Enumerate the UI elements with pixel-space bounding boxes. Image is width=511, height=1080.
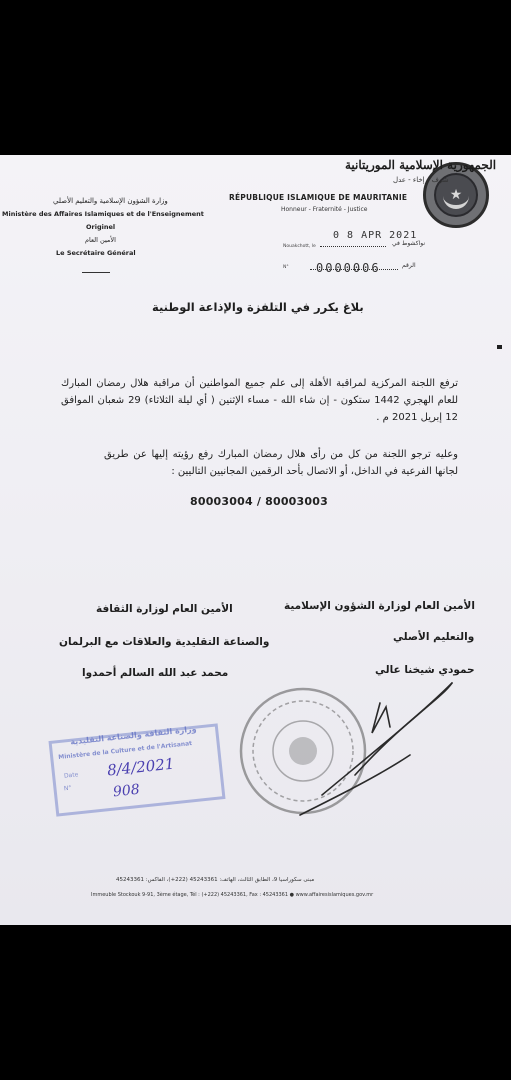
- footer-address-french: Immeuble Stockouk 9-91, 3ème étage, Tél : (+222) 45243361, Fax : 45243361 ● www.affairesislamiques.gov.mr: [91, 892, 374, 898]
- signature-icon: [300, 683, 452, 815]
- signatory-left-subtitle: والصناعة التقليدية والعلاقات مع البرلمان: [59, 636, 270, 648]
- republic-motto-arabic: شرف - إخاء - عدل: [393, 176, 449, 184]
- ministry-name-french: Ministère des Affaires Islamiques et de l'Enseignement: [2, 210, 204, 218]
- document-title: بلاغ يكرر في التلفزة والإذاعة الوطنية: [152, 300, 364, 314]
- number-label-arabic: الرقم: [402, 262, 416, 269]
- ministry-name-arabic: وزارة الشؤون الإسلامية والتعليم الأصلي: [53, 197, 168, 205]
- national-emblem-icon: ★: [423, 162, 489, 228]
- stamp-date-label: Date: [63, 771, 79, 780]
- stamp-ministry-arabic: وزارة الثقافة والصناعة التقليدية: [69, 724, 197, 747]
- footer-address-arabic: مبنى سكوراسيا 9، الطابق الثالث، الهاتف: 45243361 (222+)، الفاكس: 45243361: [116, 877, 315, 883]
- signatory-right-subtitle: والتعليم الأصلي: [393, 631, 475, 643]
- signatory-left-title: الأمين العام لوزارة الثقافة: [96, 603, 233, 615]
- republic-motto-french: Honneur - Fraternité - Justice: [281, 206, 368, 213]
- secretary-general-arabic: الأمين العام: [85, 236, 116, 244]
- stamp-handwritten-number: 908: [112, 781, 141, 801]
- republic-name-french: RÉPUBLIQUE ISLAMIQUE DE MAURITANIE: [229, 193, 408, 202]
- phone-numbers: 80003004 / 80003003: [190, 495, 328, 508]
- signatory-right-name: حمودي شيخنا عالي: [375, 664, 475, 676]
- signatory-left-name: محمد عبد الله السالم أحمدوا: [82, 667, 229, 679]
- republic-name-arabic: الجمهورية الإسلامية الموريتانية: [345, 158, 497, 172]
- original-label: Originel: [86, 223, 116, 231]
- date-stamp: 0 8 APR 2021: [333, 230, 418, 241]
- place-date-label-arabic: نواكشوط في: [392, 240, 426, 247]
- stamp-ministry-french: Ministère de la Culture et de l'Artisanat: [58, 739, 193, 762]
- stamp-number-label: N°: [63, 784, 72, 793]
- body-paragraph-1: ترفع اللجنة المركزية لمراقبة الأهلة إلى علم جميع المواطنين أن مراقبة هلال رمضان المبارك للعام الهجري 1442 ستكون - إن شاء الله - مساء الإثنين ( أي ليلة الثلاثاء) 29 شعبان الموافق 12 إبريل 2021 م .: [61, 378, 459, 423]
- body-paragraph-2: وعليه ترجو اللجنة من كل من رأى هلال رمضان المبارك رفع رؤيته إليها عن طريق لجانها الفرعية في الداخل، أو الاتصال بأحد الرقمين المجانيين التاليين :: [104, 449, 458, 477]
- number-label: N°: [283, 265, 289, 270]
- stamp-handwritten-date: 8/4/2021: [106, 754, 176, 780]
- round-stamp-icon: [241, 689, 365, 813]
- number-stamp: 0000006: [316, 261, 381, 275]
- document-page: [0, 155, 511, 925]
- secretary-general-french: Le Secrétaire Général: [56, 249, 136, 257]
- place-date-label: Nouakchott, le: [283, 244, 316, 249]
- signatory-right-title: الأمين العام لوزارة الشؤون الإسلامية: [284, 600, 475, 612]
